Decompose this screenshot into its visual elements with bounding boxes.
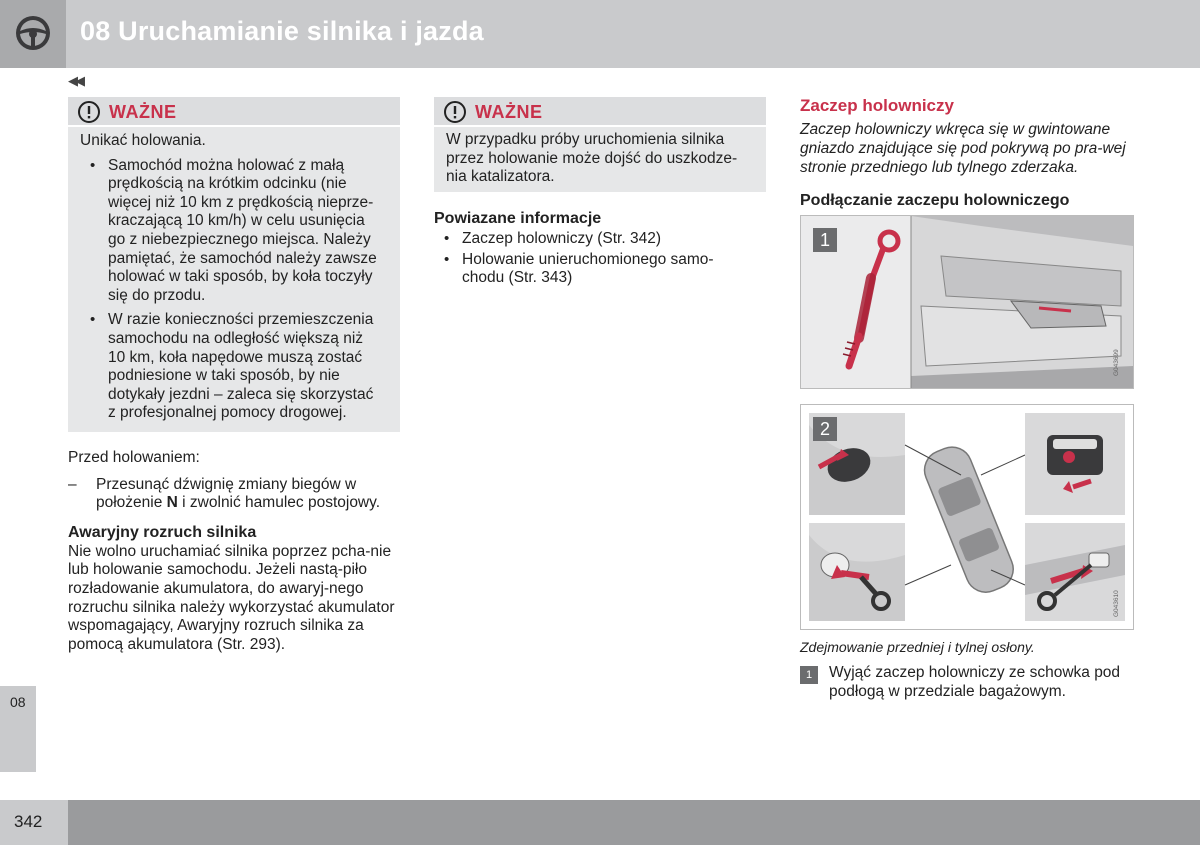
exclamation-icon (78, 101, 100, 123)
warning-box-catalyst (434, 97, 766, 192)
towing-step-text: Przesunąć dźwignię zmiany biegów w położenie (96, 475, 357, 512)
step-text: Wyjąć zaczep holowniczy ze schowka pod podłogą w przedziale bagażowym. (829, 664, 1121, 700)
chapter-title: 08 Uruchamianie silnika i jazda (80, 16, 484, 46)
related-heading: Powiazane informacje (434, 210, 602, 227)
chapter-icon-box (0, 0, 66, 68)
emergency-start-heading: Awaryjny rozruch silnika (68, 523, 257, 541)
towing-step (68, 476, 402, 513)
tow-hook-illustration (801, 216, 1133, 388)
related-link[interactable]: • Zaczep holowniczy (Str. 342) (434, 230, 764, 249)
cover-removal-illustration (801, 405, 1133, 629)
warning-title: WAŻNE (109, 102, 177, 122)
warning-bullet: • Samochód można holować z małą prędkością na krótkim odcinku (nie więcej niż 10 km z prędkością nieprze-kraczającą 10 km/h) w celu usunięcia go z niebezpiecznego miejsca. Należy pamiętać, że samochód należy zawsze holować w taki sposób, by koła toczyły się do przodu. (80, 157, 388, 306)
towing-step-text-end: i zwolnić hamulec postojowy. (177, 494, 381, 512)
section-intro: Zaczep holowniczy wkręca się w gwintowane gniazdo znajdujące się pod pokrywą po pra-wej stronie przedniego lub tylnego zderzaka. (800, 121, 1126, 176)
related-link[interactable]: • Holowanie unieruchomionego samo-chodu (Str. 343) (434, 251, 764, 288)
step-item (800, 664, 1136, 701)
figure-badge: 2 (813, 417, 837, 441)
gear-n: N (166, 494, 178, 512)
figure-tow-hook-storage (800, 215, 1134, 389)
continued-marker-icon: ◀◀ (68, 73, 82, 88)
warning-intro: Unikać holowania. (80, 132, 206, 149)
warning-text: W przypadku próby uruchomienia silnika przez holowanie może dojść do uszkodze-nia katalizatora. (446, 131, 738, 186)
chapter-side-tab-label: 08 (10, 694, 26, 710)
page-number-box (0, 800, 68, 845)
subsection-heading: Podłączanie zaczepu holowniczego (800, 192, 1070, 209)
figure-badge: 1 (813, 228, 837, 252)
steering-wheel-icon (14, 14, 52, 52)
before-towing-label: Przed holowaniem: (68, 449, 200, 466)
step-badge: 1 (800, 666, 818, 684)
chapter-side-tab (0, 686, 36, 772)
warning-header (434, 97, 766, 127)
page-header (0, 0, 1200, 68)
section-heading: Zaczep holowniczy (800, 96, 954, 115)
figure-caption: Zdejmowanie przedniej i tylnej osłony. (800, 639, 1035, 655)
warning-box-towing (68, 97, 400, 432)
exclamation-icon (444, 101, 466, 123)
warning-title: WAŻNE (475, 102, 543, 122)
emergency-start-text: Nie wolno uruchamiać silnika poprzez pcha-nie lub holowanie samochodu. Jeżeli nastą-piło rozładowanie akumulatora, do awaryj-nego rozruchu silnika należy wykorzystać akumulator wspomagający, Awaryjny rozruch silnika za pomocą akumulatora (Str. 293). (68, 542, 395, 653)
figure-id: G043699 (1113, 349, 1120, 376)
warning-bullet: • W razie konieczności przemieszczenia samochodu na odległość większą niż 10 km, koła napędowe muszą zostać podniesione w taki sposób, by nie dotykały jezdni – zaleca się skorzystać z profesjonalnej pomocy drogowej. (80, 311, 388, 423)
page-footer (0, 800, 1200, 845)
warning-header (68, 97, 400, 127)
page-number: 342 (14, 812, 43, 831)
figure-cover-removal (800, 404, 1134, 630)
figure-id: G043610 (1113, 590, 1120, 617)
